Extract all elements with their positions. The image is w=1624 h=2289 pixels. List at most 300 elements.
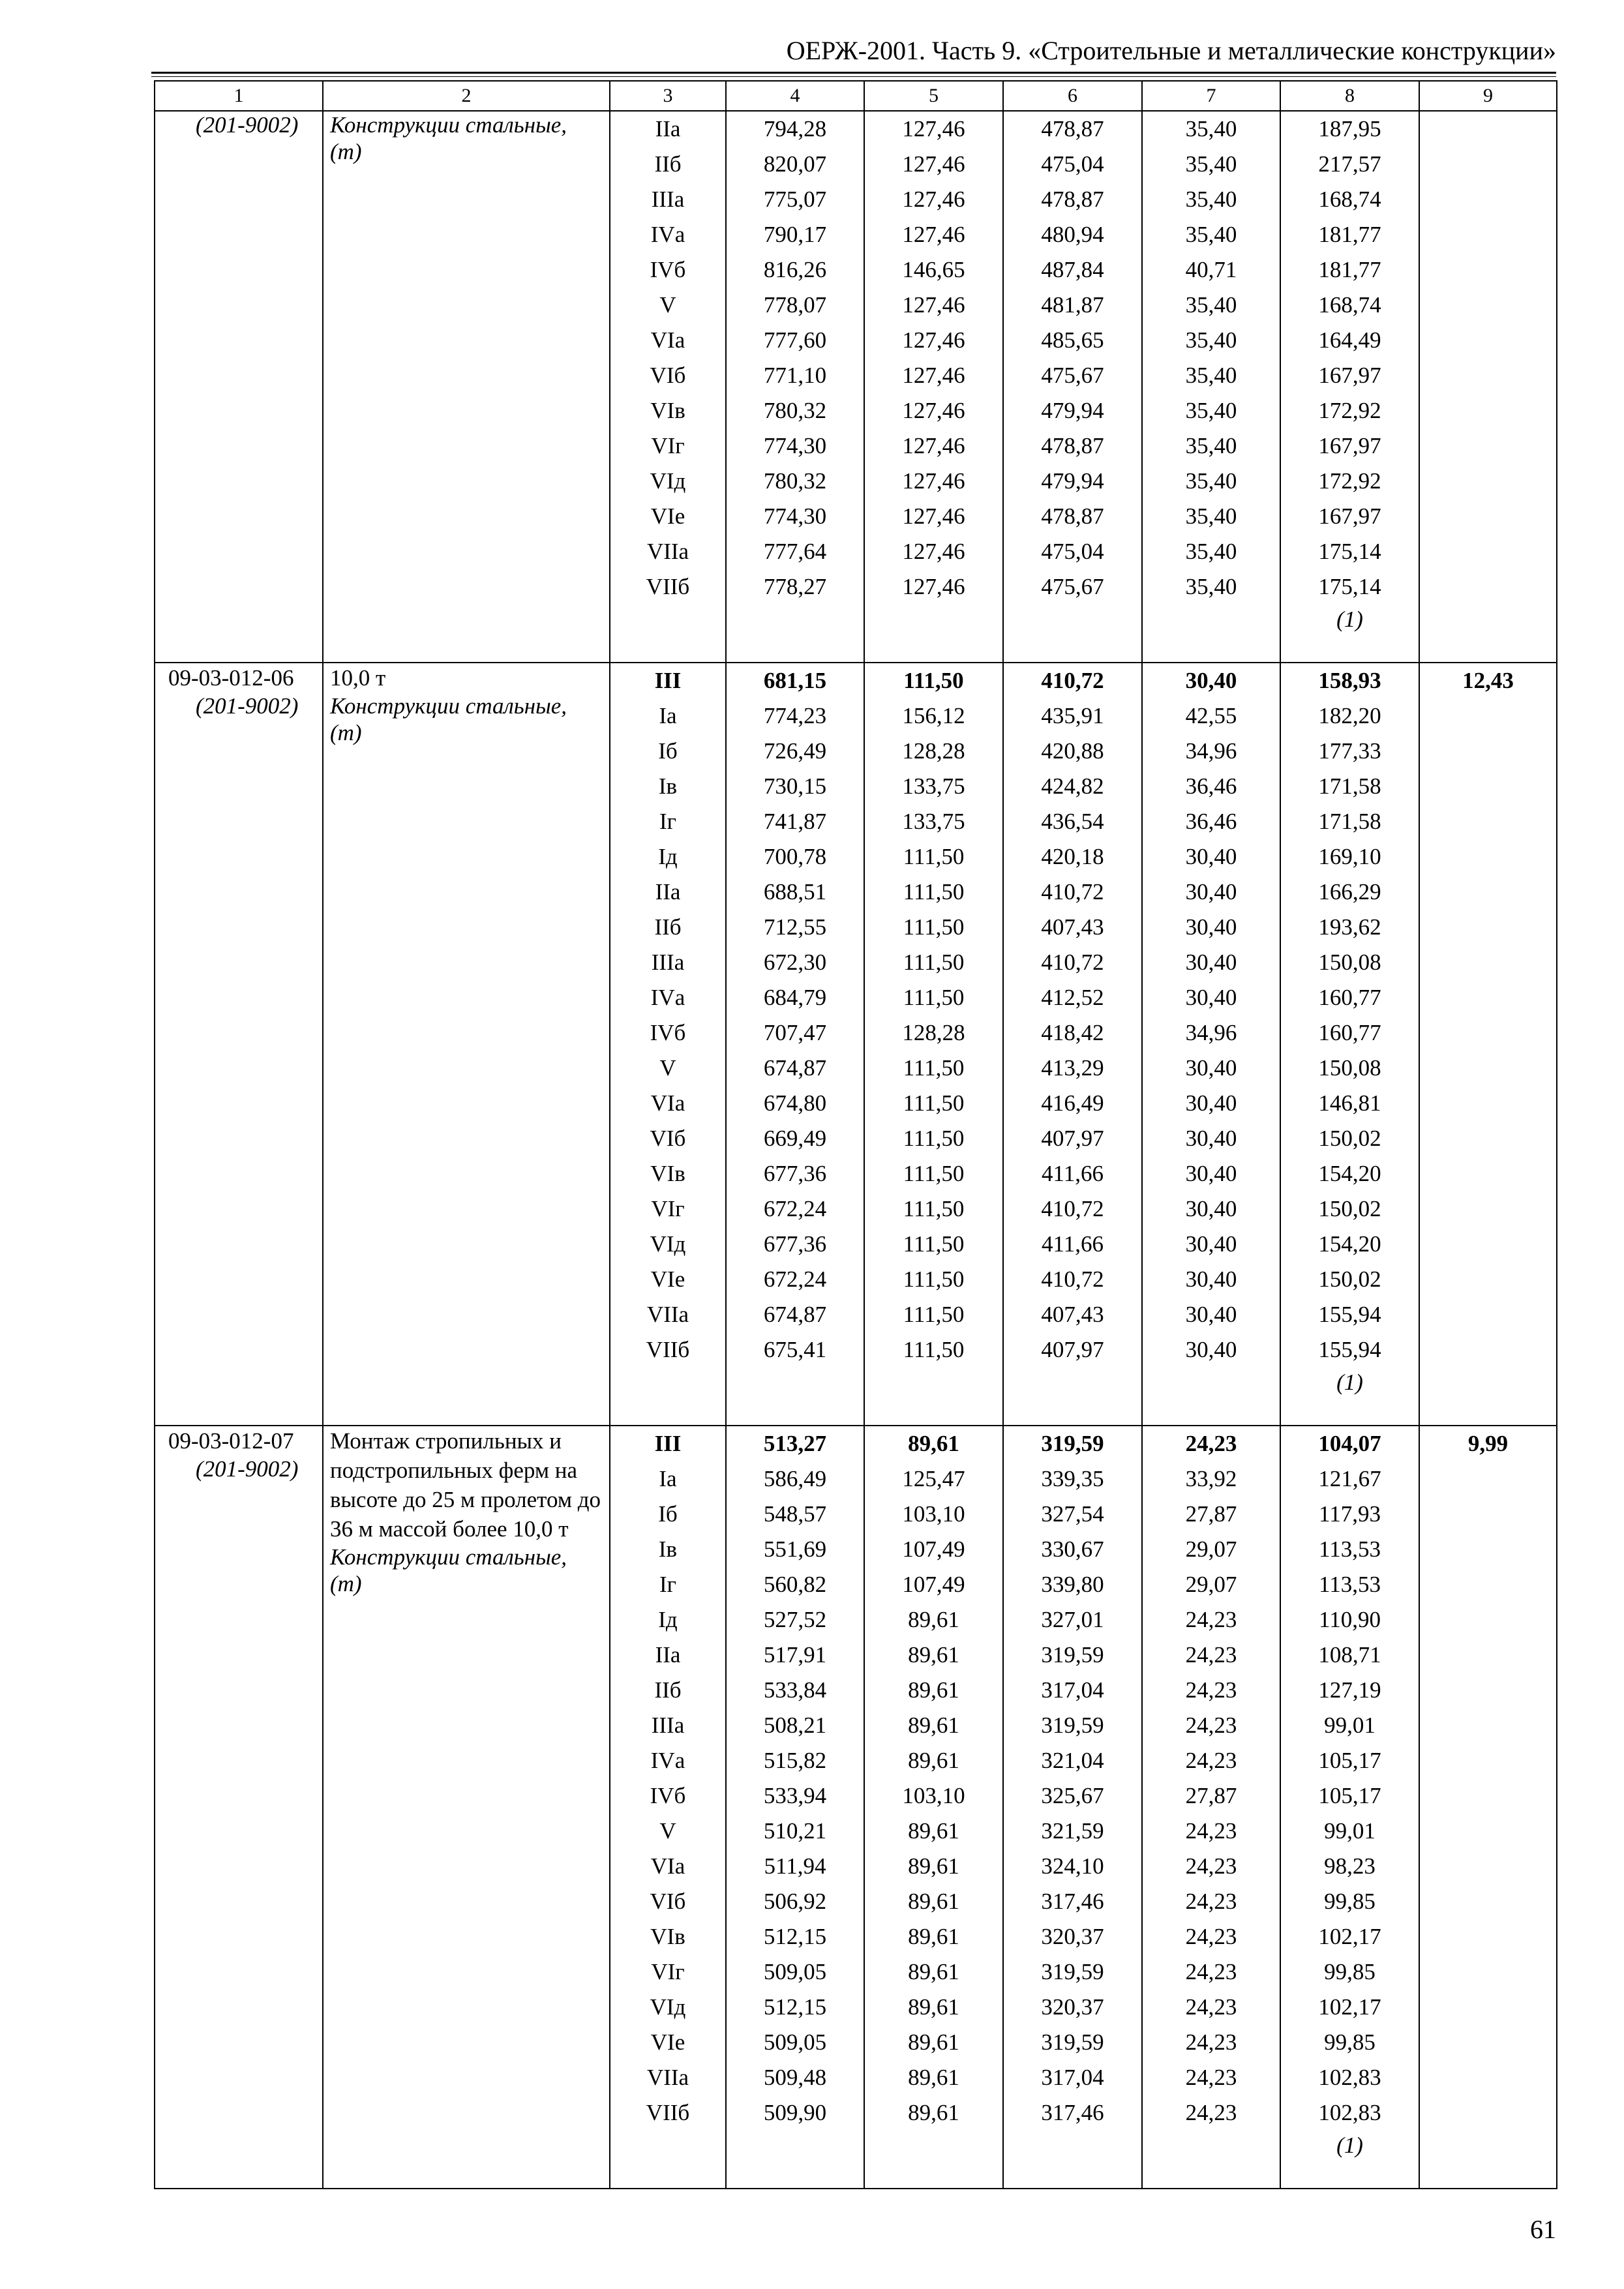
value-c6: 410,72 (1041, 1266, 1104, 1292)
value-c8: 182,20 (1318, 703, 1381, 728)
value-c8: 113,53 (1319, 1536, 1381, 1562)
value-c7: 24,23 (1185, 1994, 1237, 2020)
value-c6: 478,87 (1041, 187, 1104, 212)
value-c8: 160,77 (1318, 985, 1381, 1010)
region-label: IVа (650, 1748, 685, 1773)
value-c6: 413,29 (1041, 1055, 1104, 1081)
column-number: 6 (1003, 81, 1142, 111)
value-c7: 35,40 (1185, 327, 1237, 353)
value-c8: 127,19 (1318, 1677, 1381, 1703)
value-c8: 167,97 (1318, 433, 1381, 458)
value-c7: 30,40 (1185, 879, 1237, 905)
value-c8: 187,95 (1318, 116, 1381, 142)
value-c7: 30,40 (1185, 1266, 1237, 1292)
value-c8: 175,14 (1318, 574, 1381, 599)
value-c6: 407,97 (1041, 1126, 1104, 1151)
value-c7: 35,40 (1185, 116, 1237, 142)
value-c7: 30,40 (1185, 1161, 1237, 1186)
value-c5: 111,50 (903, 914, 965, 940)
value-c6: 487,84 (1041, 257, 1104, 282)
value-column-cell (1142, 1426, 1280, 2189)
value-c5: 111,50 (903, 1196, 965, 1221)
value-c5: 111,50 (903, 1161, 965, 1186)
value-c6: 411,66 (1042, 1161, 1104, 1186)
value-c4: 794,28 (763, 116, 827, 142)
value-c8: 181,77 (1318, 257, 1381, 282)
region-label: Iг (659, 1572, 676, 1597)
column-number: 7 (1142, 81, 1280, 111)
region-label: Iв (658, 773, 678, 799)
value-c7: 24,23 (1185, 1642, 1237, 1668)
value-column-cell (1280, 111, 1419, 663)
region-label: IVб (650, 257, 686, 282)
value-c7: 30,40 (1185, 668, 1237, 693)
value-c7: 24,23 (1185, 1924, 1237, 1949)
value-column-cell (864, 1426, 1003, 2189)
value-c6: 319,59 (1041, 1959, 1104, 1984)
region-label: Iа (659, 1466, 677, 1491)
value-c8: 99,85 (1324, 2029, 1376, 2055)
value-c4: 669,49 (763, 1126, 827, 1151)
column-number: 5 (864, 81, 1003, 111)
name-cell (323, 663, 610, 1426)
value-footnote (1143, 1368, 1280, 1425)
region-label: Iб (658, 1501, 678, 1527)
col9-value (1420, 112, 1556, 147)
region-label: IIа (655, 1642, 681, 1668)
value-c5: 103,10 (902, 1783, 965, 1808)
value-column-cell (1142, 663, 1280, 1426)
value-c5: 127,46 (902, 363, 965, 388)
value-c6: 321,59 (1041, 1818, 1104, 1844)
region-label: VIв (650, 398, 685, 423)
value-c7: 24,23 (1185, 1713, 1237, 1738)
region-label: IVа (650, 985, 685, 1010)
value-c6: 317,04 (1041, 1677, 1104, 1703)
value-c7: 30,40 (1185, 1302, 1237, 1327)
value-c4: 511,94 (764, 1853, 826, 1879)
value-c6: 475,04 (1041, 151, 1104, 177)
value-c5: 89,61 (908, 1713, 959, 1738)
value-c6: 481,87 (1041, 292, 1104, 318)
value-c8: 150,02 (1318, 1266, 1381, 1292)
value-c4: 730,15 (763, 773, 827, 799)
value-c6: 424,82 (1041, 773, 1104, 799)
value-c6: 410,72 (1041, 668, 1104, 693)
value-c5: 89,61 (908, 1959, 959, 1984)
value-c8: 171,58 (1318, 773, 1381, 799)
value-c7: 35,40 (1185, 151, 1237, 177)
value-c7: 24,23 (1185, 1853, 1237, 1879)
column-number: 2 (323, 81, 610, 111)
value-column-cell (726, 1426, 864, 2189)
resource-code: (201-9002) (196, 1456, 299, 1482)
rate-code: 09-03-012-06 (168, 665, 294, 691)
rate-code: 09-03-012-07 (168, 1428, 294, 1454)
value-c5: 89,61 (908, 1853, 959, 1879)
value-c4: 700,78 (763, 844, 827, 869)
value-c4: 790,17 (763, 222, 827, 247)
region-label: IVб (650, 1783, 686, 1808)
value-c8: 164,49 (1318, 327, 1381, 353)
value-footnote (865, 1368, 1002, 1425)
region-label: Iб (658, 738, 678, 764)
value-c4: 674,87 (763, 1055, 827, 1081)
value-c5: 146,65 (902, 257, 965, 282)
value-column-cell (1280, 663, 1419, 1426)
region-label: VIг (651, 433, 685, 458)
value-c6: 317,04 (1041, 2065, 1104, 2090)
value-c4: 512,15 (763, 1994, 827, 2020)
value-c8: 168,74 (1318, 187, 1381, 212)
rates-table (154, 80, 1557, 2189)
value-c6: 420,88 (1041, 738, 1104, 764)
region-label: VIе (650, 2029, 685, 2055)
region-label: VIг (651, 1196, 685, 1221)
value-c7: 40,71 (1185, 257, 1237, 282)
value-c8: 172,92 (1318, 398, 1381, 423)
page-number: 61 (1530, 2215, 1556, 2244)
region-label: Iд (658, 1607, 678, 1632)
col9-cell (1419, 663, 1557, 1426)
value-c7: 30,40 (1185, 985, 1237, 1010)
value-c7: 35,40 (1185, 222, 1237, 247)
rate-block-row (155, 663, 1557, 1426)
value-c8: 160,77 (1318, 1020, 1381, 1045)
value-c4: 777,64 (763, 539, 827, 564)
value-c4: 681,15 (763, 668, 827, 693)
value-footnote (865, 2131, 1002, 2188)
value-c8: 172,92 (1318, 468, 1381, 494)
value-c6: 485,65 (1041, 327, 1104, 353)
value-column-cell (726, 111, 864, 663)
name-stack (330, 663, 604, 750)
region-label: VIа (650, 327, 685, 353)
col9-value: 9,99 (1467, 1431, 1509, 1456)
value-c6: 407,43 (1041, 1302, 1104, 1327)
page-header-title: ОЕРЖ-2001. Часть 9. «Строительные и металлические конструкции» (786, 36, 1556, 65)
value-c7: 35,40 (1185, 363, 1237, 388)
value-c6: 475,04 (1041, 539, 1104, 564)
region-label: VIв (650, 1924, 685, 1949)
region-label: IIа (655, 879, 681, 905)
value-c4: 533,94 (763, 1783, 827, 1808)
value-c8: 167,97 (1318, 503, 1381, 529)
value-c7: 30,40 (1185, 1337, 1237, 1362)
value-c5: 127,46 (902, 116, 965, 142)
value-column-cell (864, 111, 1003, 663)
value-c4: 508,21 (763, 1713, 827, 1738)
value-c5: 127,46 (902, 539, 965, 564)
value-c4: 509,90 (763, 2100, 827, 2125)
value-c8: 150,02 (1318, 1126, 1381, 1151)
value-c5: 89,61 (908, 2029, 959, 2055)
region-label: Iг (659, 809, 676, 834)
value-c5: 156,12 (902, 703, 965, 728)
value-c6: 330,67 (1041, 1536, 1104, 1562)
value-c4: 778,07 (763, 292, 827, 318)
value-c7: 42,55 (1185, 703, 1237, 728)
value-c7: 24,23 (1185, 1748, 1237, 1773)
value-c7: 24,23 (1185, 1677, 1237, 1703)
value-c4: 674,87 (763, 1302, 827, 1327)
value-c5: 127,46 (902, 222, 965, 247)
value-c6: 418,42 (1041, 1020, 1104, 1045)
code-cell (155, 663, 323, 1426)
resource-code: (201-9002) (196, 693, 299, 719)
resource-name: Конструкции стальные, (т) (330, 112, 567, 164)
region-label: IVа (650, 222, 685, 247)
value-footnote: (1) (1336, 2132, 1363, 2158)
value-c8: 108,71 (1318, 1642, 1381, 1668)
value-c5: 89,61 (908, 1748, 959, 1773)
value-c4: 774,30 (763, 433, 827, 458)
value-column-cell (1003, 111, 1142, 663)
value-c7: 24,23 (1185, 2029, 1237, 2055)
value-footnote (1143, 2131, 1280, 2188)
value-c8: 117,93 (1319, 1501, 1381, 1527)
value-c7: 30,40 (1185, 950, 1237, 975)
region-label: VIIа (646, 1302, 689, 1327)
value-c6: 321,04 (1041, 1748, 1104, 1773)
region-label: VIе (650, 1266, 685, 1292)
region-label: VIIб (646, 1337, 690, 1362)
region-label: IVб (650, 1020, 686, 1045)
region-label: VIб (650, 1126, 686, 1151)
value-c4: 774,30 (763, 503, 827, 529)
code-cell (155, 111, 323, 663)
value-c5: 127,46 (902, 151, 965, 177)
region-label: VIв (650, 1161, 685, 1186)
value-c8: 98,23 (1324, 1853, 1376, 1879)
value-c8: 168,74 (1318, 292, 1381, 318)
value-c4: 780,32 (763, 468, 827, 494)
region-label: IIб (654, 914, 682, 940)
value-c7: 33,92 (1185, 1466, 1237, 1491)
value-c7: 34,96 (1185, 1020, 1237, 1045)
value-c7: 34,96 (1185, 738, 1237, 764)
value-c7: 27,87 (1185, 1501, 1237, 1527)
value-c8: 166,29 (1318, 879, 1381, 905)
region-label: III (654, 668, 682, 693)
value-c7: 24,23 (1185, 1607, 1237, 1632)
value-c7: 35,40 (1185, 433, 1237, 458)
value-c4: 777,60 (763, 327, 827, 353)
region-label: V (659, 1818, 676, 1844)
value-c8: 102,83 (1318, 2100, 1381, 2125)
value-c8: 146,81 (1318, 1090, 1381, 1116)
value-c5: 89,61 (908, 1994, 959, 2020)
value-c4: 778,27 (763, 574, 827, 599)
value-c8: 155,94 (1318, 1337, 1381, 1362)
value-c6: 319,59 (1041, 2029, 1104, 2055)
value-c5: 125,47 (902, 1466, 965, 1491)
value-c7: 36,46 (1185, 773, 1237, 799)
region-label: IIIа (651, 187, 685, 212)
value-c7: 35,40 (1185, 503, 1237, 529)
region-label: VIIб (646, 574, 690, 599)
value-c4: 677,36 (763, 1231, 827, 1257)
value-c8: 150,02 (1318, 1196, 1381, 1221)
value-c7: 35,40 (1185, 539, 1237, 564)
value-c5: 127,46 (902, 433, 965, 458)
value-c6: 478,87 (1041, 433, 1104, 458)
value-c6: 319,59 (1041, 1713, 1104, 1738)
value-c5: 111,50 (903, 1090, 965, 1116)
value-c4: 527,52 (763, 1607, 827, 1632)
value-c7: 35,40 (1185, 398, 1237, 423)
value-c6: 410,72 (1041, 1196, 1104, 1221)
value-column-cell (864, 663, 1003, 1426)
value-c4: 586,49 (763, 1466, 827, 1491)
region-label: IIIа (651, 1713, 685, 1738)
value-c8: 113,53 (1319, 1572, 1381, 1597)
value-footnote (1004, 2131, 1141, 2188)
value-c7: 24,23 (1185, 1889, 1237, 1914)
value-c5: 111,50 (903, 985, 965, 1010)
value-c8: 217,57 (1318, 151, 1381, 177)
value-c6: 410,72 (1041, 879, 1104, 905)
value-c6: 478,87 (1041, 116, 1104, 142)
value-c8: 158,93 (1318, 668, 1381, 693)
value-c8: 99,01 (1324, 1713, 1376, 1738)
value-c5: 133,75 (902, 773, 965, 799)
value-c5: 127,46 (902, 398, 965, 423)
value-c8: 99,85 (1324, 1959, 1376, 1984)
value-c7: 30,40 (1185, 1055, 1237, 1081)
value-c4: 533,84 (763, 1677, 827, 1703)
name-cell (323, 111, 610, 663)
value-c4: 513,27 (763, 1431, 827, 1456)
column-number: 8 (1280, 81, 1419, 111)
value-c7: 29,07 (1185, 1572, 1237, 1597)
value-c7: 30,40 (1185, 1090, 1237, 1116)
value-c5: 89,61 (908, 2100, 959, 2125)
code-stack (168, 1426, 322, 1486)
value-c4: 741,87 (763, 809, 827, 834)
value-c6: 420,18 (1041, 844, 1104, 869)
name-stack (330, 112, 604, 169)
value-c8: 169,10 (1318, 844, 1381, 869)
value-c5: 89,61 (908, 1889, 959, 1914)
code-stack (168, 112, 322, 142)
value-c5: 127,46 (902, 503, 965, 529)
region-label: IIб (654, 151, 682, 177)
value-c8: 102,17 (1318, 1994, 1381, 2020)
rate-block-row (155, 1426, 1557, 2189)
column-number: 3 (610, 81, 726, 111)
value-c8: 121,67 (1318, 1466, 1381, 1491)
value-c8: 102,17 (1318, 1924, 1381, 1949)
value-c6: 320,37 (1041, 1994, 1104, 2020)
value-column-cell (1142, 111, 1280, 663)
value-c7: 35,40 (1185, 574, 1237, 599)
value-c7: 29,07 (1185, 1536, 1237, 1562)
region-label: III (654, 1431, 682, 1456)
value-c4: 512,15 (763, 1924, 827, 1949)
value-c8: 155,94 (1318, 1302, 1381, 1327)
value-c4: 771,10 (763, 363, 827, 388)
value-c8: 105,17 (1318, 1748, 1381, 1773)
value-c7: 30,40 (1185, 914, 1237, 940)
value-c6: 475,67 (1041, 574, 1104, 599)
value-footnote (610, 1368, 725, 1425)
value-c5: 107,49 (902, 1536, 965, 1562)
value-c4: 510,21 (763, 1818, 827, 1844)
value-c7: 24,23 (1185, 1959, 1237, 1984)
value-footnote (727, 605, 864, 662)
value-c5: 127,46 (902, 574, 965, 599)
region-label: VIа (650, 1853, 685, 1879)
value-c8: 99,01 (1324, 1818, 1376, 1844)
value-c7: 24,23 (1185, 2100, 1237, 2125)
region-label: VIг (651, 1959, 685, 1984)
value-c5: 89,61 (908, 1818, 959, 1844)
value-c6: 411,66 (1042, 1231, 1104, 1257)
region-label: VIIа (646, 2065, 689, 2090)
value-column-cell (610, 663, 726, 1426)
column-number: 4 (726, 81, 864, 111)
value-c4: 712,55 (763, 914, 827, 940)
value-c6: 407,97 (1041, 1337, 1104, 1362)
value-column-cell (1003, 1426, 1142, 2189)
region-label: IIIа (651, 950, 685, 975)
value-c8: 105,17 (1318, 1783, 1381, 1808)
region-label: Iв (658, 1536, 678, 1562)
value-column-cell (726, 663, 864, 1426)
value-c6: 478,87 (1041, 503, 1104, 529)
value-c4: 548,57 (763, 1501, 827, 1527)
value-c5: 89,61 (908, 1677, 959, 1703)
value-c5: 111,50 (903, 950, 965, 975)
header-rule-thin (151, 76, 1556, 77)
value-c6: 319,59 (1041, 1431, 1104, 1456)
value-c6: 479,94 (1041, 468, 1104, 494)
value-column-cell (610, 1426, 726, 2189)
value-c6: 436,54 (1041, 809, 1104, 834)
value-c5: 127,46 (902, 187, 965, 212)
value-c4: 707,47 (763, 1020, 827, 1045)
value-column-cell (1003, 663, 1142, 1426)
region-label: Iа (659, 703, 677, 728)
value-footnote (1143, 605, 1280, 662)
region-label: VIб (650, 363, 686, 388)
value-c5: 111,50 (903, 668, 964, 693)
region-label: VIд (650, 468, 686, 494)
value-c5: 111,50 (903, 1266, 965, 1292)
value-c5: 111,50 (903, 1302, 965, 1327)
value-c5: 127,46 (902, 292, 965, 318)
region-label: VIб (650, 1889, 686, 1914)
value-c6: 435,91 (1041, 703, 1104, 728)
value-c5: 128,28 (902, 1020, 965, 1045)
value-c8: 99,85 (1324, 1889, 1376, 1914)
value-c7: 35,40 (1185, 292, 1237, 318)
column-number: 9 (1419, 81, 1557, 111)
value-c6: 327,01 (1041, 1607, 1104, 1632)
value-c8: 150,08 (1318, 950, 1381, 975)
value-footnote (610, 2131, 725, 2188)
name-stack (330, 1426, 604, 1601)
region-label: V (659, 292, 676, 318)
value-c5: 111,50 (903, 844, 965, 869)
value-footnote (1004, 1368, 1141, 1425)
value-c8: 175,14 (1318, 539, 1381, 564)
column-number-row (155, 81, 1557, 111)
value-c6: 319,59 (1041, 1642, 1104, 1668)
col9-value: 12,43 (1462, 668, 1514, 693)
value-c7: 24,23 (1185, 2065, 1237, 2090)
